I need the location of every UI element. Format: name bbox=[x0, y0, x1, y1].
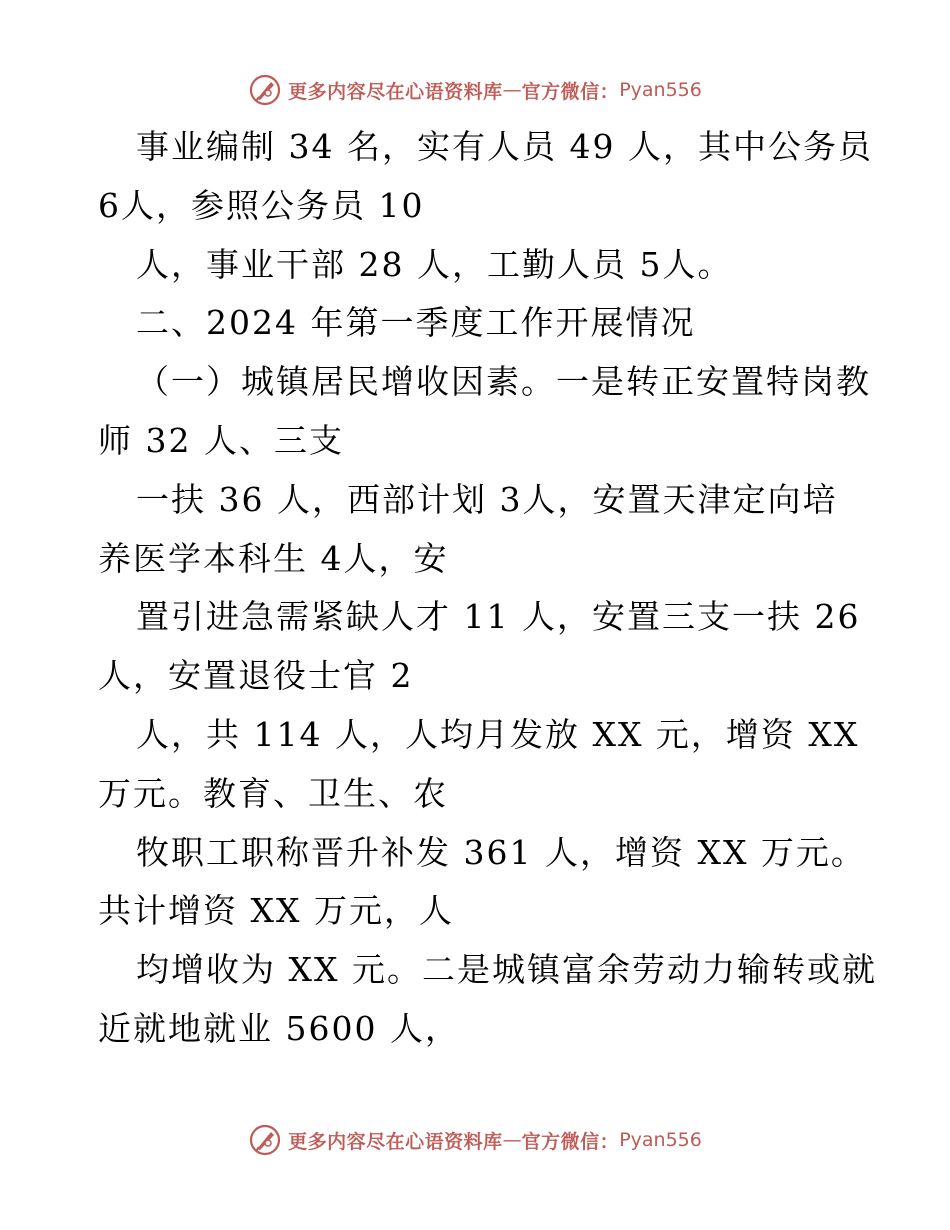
watermark-label: 官方微信： bbox=[521, 1130, 620, 1153]
text-line: 人，事业干部 28 人，工勤人员 5人。 bbox=[136, 244, 733, 284]
text-line: 均增收为 XX 元。二是城镇富余劳动力输转或就 bbox=[136, 950, 877, 990]
quill-pen-logo-icon bbox=[248, 73, 282, 107]
text-line: 共计增资 XX 万元，人 bbox=[98, 891, 454, 931]
watermark-header bbox=[0, 70, 950, 110]
watermark-footer bbox=[0, 1120, 950, 1160]
text-line: 人，共 114 人，人均月发放 XX 元，增资 XX bbox=[136, 714, 860, 754]
text-line: 牧职工职称晋升补发 361 人，增资 XX 万元。 bbox=[136, 832, 866, 872]
text-line: 6人，参照公务员 10 bbox=[98, 185, 425, 225]
text-line: 二、2024 年第一季度工作开展情况 bbox=[136, 303, 696, 343]
watermark-brand: 更多内容尽在心语资料库 bbox=[288, 1130, 503, 1153]
text-line: 近就地就业 5600 人， bbox=[98, 1008, 460, 1048]
watermark-wechat-id: Pyan556 bbox=[619, 79, 702, 101]
text-line: 养医学本科生 4人，安 bbox=[98, 538, 449, 578]
text-line: 一扶 36 人，西部计划 3人，安置天津定向培 bbox=[136, 479, 838, 519]
text-line: 人，安置退役士官 2 bbox=[98, 656, 414, 696]
watermark-wechat-id: Pyan556 bbox=[619, 1129, 702, 1151]
quill-pen-logo-icon bbox=[248, 1123, 282, 1157]
text-line: 置引进急需紧缺人才 11 人，安置三支一扶 26 bbox=[136, 597, 861, 637]
text-line: 万元。教育、卫生、农 bbox=[98, 773, 448, 813]
watermark-brand: 更多内容尽在心语资料库 bbox=[288, 80, 503, 103]
body-text bbox=[98, 118, 877, 1059]
watermark-separator: — bbox=[502, 79, 522, 101]
watermark-label: 官方微信： bbox=[521, 80, 620, 103]
text-line: 事业编制 34 名，实有人员 49 人，其中公务员 bbox=[136, 127, 873, 166]
text-line: （一）城镇居民增收因素。一是转正安置特岗教 bbox=[136, 362, 871, 402]
text-line: 师 32 人、三支 bbox=[98, 420, 344, 460]
watermark-separator: — bbox=[502, 1129, 522, 1151]
